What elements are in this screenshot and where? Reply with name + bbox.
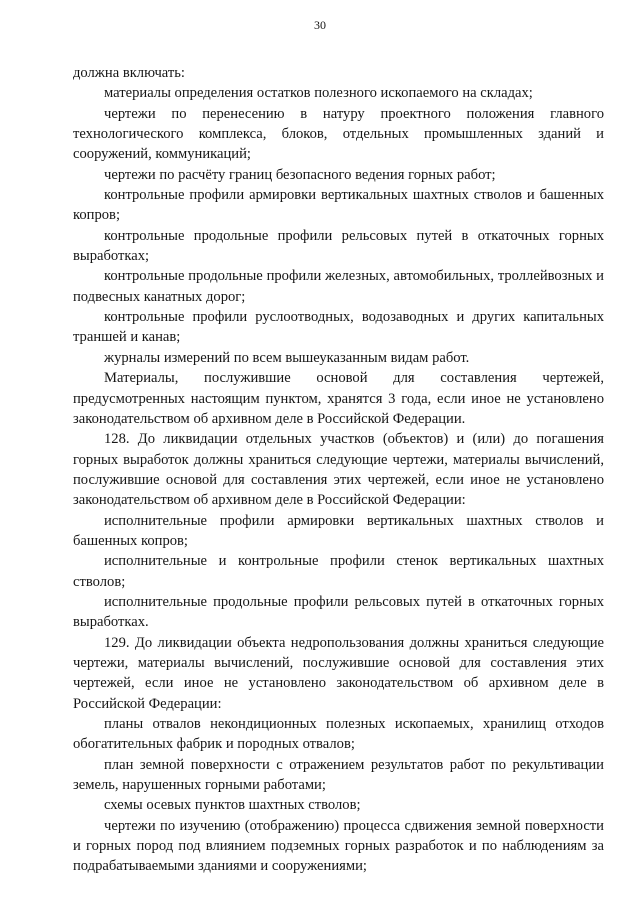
paragraph-clause-128: 128. До ликвидации отдельных участков (объектов) и (или) до погашения горных выработок должны храниться следующие чертежи, материалы вычислений, послужившие основой для составления этих чертежей, если иное не установлено законодательством об архивном деле в Российской Федерации: — [73, 431, 604, 509]
page-number: 30 — [314, 18, 326, 32]
list-item: чертежи по изучению (отображению) процесса сдвижения земной поверхности и горных пород под влиянием подземных горных разработок и по наблюдениям за подрабатываемыми зданиями и сооружениями; — [73, 817, 604, 875]
list-item: исполнительные профили армировки вертикальных шахтных стволов и башенных копров; — [73, 512, 604, 549]
paragraph-retention-note: Материалы, послужившие основой для составления чертежей, предусмотренных настоящим пунктом, хранятся 3 года, если иное не установлено законодательством об архивном деле в Российской Федерации. — [73, 370, 604, 427]
list-item: контрольные продольные профили железных, автомобильных, троллейвозных и подвесных канатных дорог; — [73, 268, 604, 305]
list-item: контрольные продольные профили рельсовых путей в откаточных горных выработках; — [73, 227, 604, 265]
list-item: план земной поверхности с отражением результатов работ по рекультивации земель, нарушенных горными работами; — [73, 756, 604, 794]
list-item: материалы определения остатков полезного ископаемого на складах; — [104, 85, 533, 102]
list-item: исполнительные продольные профили рельсовых путей в откаточных горных выработках. — [73, 593, 604, 631]
document-body — [73, 63, 604, 877]
list-item: чертежи по перенесению в натуру проектного положения главного технологического комплекса, блоков, отдельных промышленных зданий и сооружений, коммуникаций; — [73, 105, 604, 163]
list-item: схемы осевых пунктов шахтных стволов; — [104, 797, 361, 814]
list-item: журналы измерений по всем вышеуказанным видам работ. — [104, 349, 470, 366]
list-item: контрольные профили руслоотводных, водозаводных и других капитальных траншей и канав; — [73, 309, 604, 346]
list-item: чертежи по расчёту границ безопасного ведения горных работ; — [104, 166, 496, 183]
list-item: контрольные профили армировки вертикальных шахтных стволов и башенных копров; — [73, 187, 604, 224]
list-item: исполнительные и контрольные профили стенок вертикальных шахтных стволов; — [73, 553, 604, 590]
paragraph-intro: должна включать: — [73, 65, 185, 81]
list-item: планы отвалов некондиционных полезных ископаемых, хранилищ отходов обогатительных фабрик и породных отвалов; — [73, 716, 604, 753]
paragraph-clause-129: 129. До ликвидации объекта недропользования должны храниться следующие чертежи, материалы вычислений, послужившие основой для составления этих чертежей, если иное не установлено законодательством об архивном деле в Российской Федерации: — [73, 634, 604, 712]
